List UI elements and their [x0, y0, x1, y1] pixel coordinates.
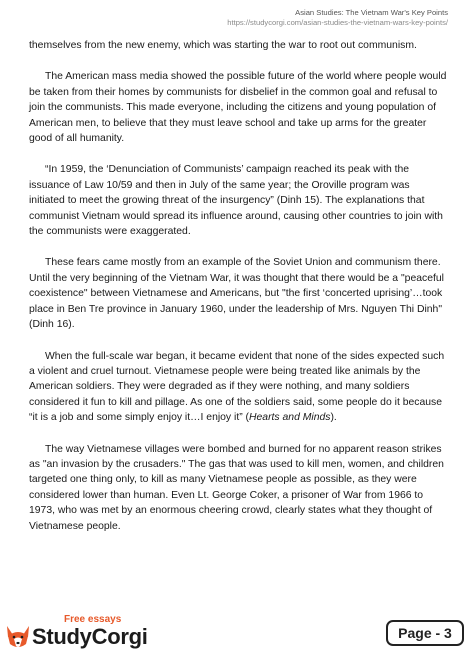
page-footer: [0, 606, 474, 654]
corgi-logo-icon: [4, 622, 32, 650]
logo-tagline: Free essays: [64, 614, 122, 625]
paragraph-6: The way Vietnamese villages were bombed and burned for no apparent reason strikes as "an invasion by the crusaders." The gas that was used to kill men, women, and children targeted one thing only, to kill as many Vietnamese people as possible, as they were considered lower than human. Even Lt. George Coker, a prisoner of War from 1966 to 1973, who was met by an enormous cheering crowd, clearly states what they thought of Vietnamese people.: [29, 443, 444, 532]
studycorgi-logo[interactable]: [4, 614, 149, 654]
paragraph-4: These fears came mostly from an example of the Soviet Union and communism there. Until the very beginning of the Vietnam War, it was thought that there would be a "peaceful coexistence" between Vietnamese and Americans, but "the first ‘concerted uprising’…took place in Ben Tre province in January 1960, under the leadership of Mrs. Nguyen Thi Dinh" (Dinh 16).: [29, 257, 444, 331]
essay-body: [29, 38, 447, 550]
citation-title: Hearts and Minds: [249, 412, 331, 424]
paragraph-5-end: ).: [330, 412, 337, 424]
paragraph-5-text: When the full-scale war began, it became evident that none of the sides expected such a violent and cruel turnout. Vietnamese people were being treated like animals by the American soldiers. They were degraded as if they were nothing, and many soldiers considered it fun to kill and pillage. As one of the soldiers said, some people do it because “it is a job and some simply enjoy it…I enjoy it” (: [29, 350, 445, 424]
paragraph-1: themselves from the new enemy, which was starting the war to root out communism.: [29, 40, 417, 51]
page-number-badge: Page - 3: [386, 620, 464, 646]
header-title: Asian Studies: The Vietnam War's Key Points: [295, 8, 448, 17]
paragraph-2: The American mass media showed the possible future of the world where people would be taken from their homes by communists for disbelief in the common goal and refusal to join the communists. This made everyone, including the citizens and young population of American men, to believe that they must leave school and take up arms for the greater good of all humanity.: [29, 71, 447, 145]
logo-name: StudyCorgi: [32, 624, 148, 649]
paragraph-3: “In 1959, the ‘Denunciation of Communists’ campaign reached its peak with the issuance of Law 10/59 and then in July of the same year; the Oroville program was initiated to meet the growing threat of the insurgency” (Dinh 15). The explanations that communist Vietnam would spread its influence around, causing other countries to join with the communists were exaggerated.: [29, 164, 443, 238]
paragraph-5: [29, 349, 447, 426]
page-header: [227, 8, 448, 28]
header-url[interactable]: https://studycorgi.com/asian-studies-the-vietnam-wars-key-points/: [227, 18, 448, 27]
